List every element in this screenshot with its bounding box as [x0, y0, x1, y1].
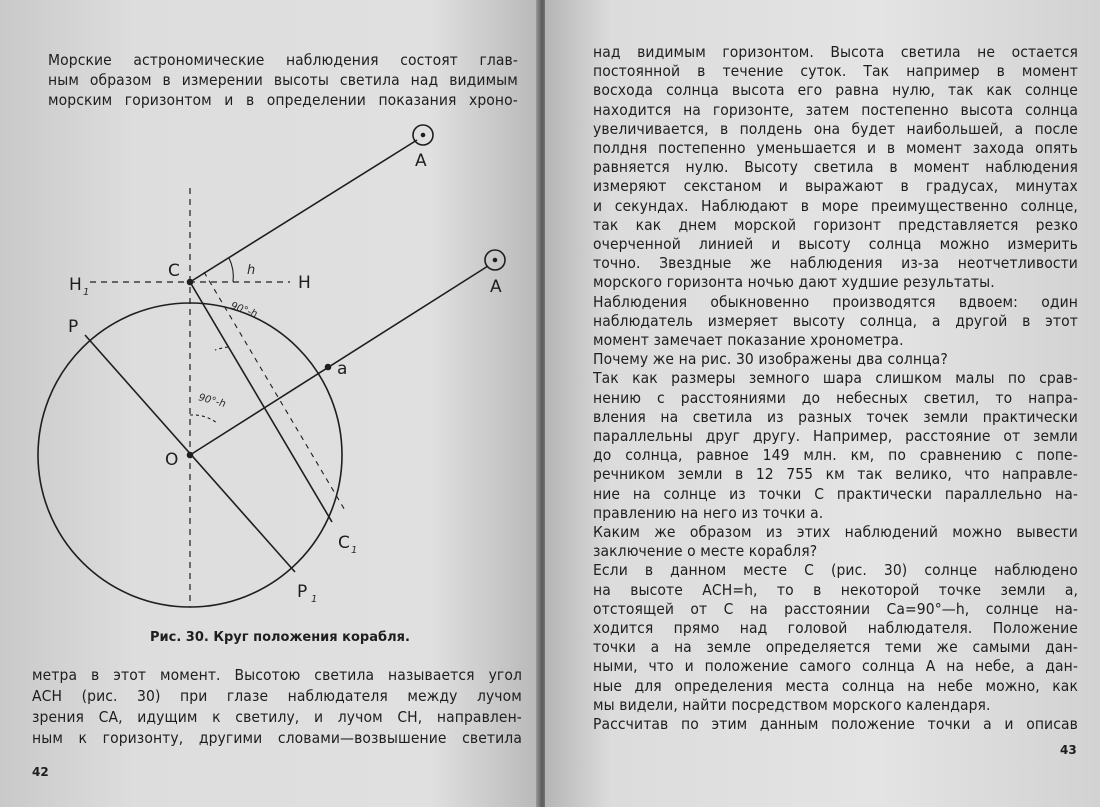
- text-line: ходится прямо над головой наблюдателя. Положение: [593, 619, 1078, 637]
- text-line: отстоящей от С на расстоянии Са=90°—h, солнце на-: [593, 599, 1078, 618]
- label-p1-sub: 1: [311, 594, 318, 605]
- text-line: морским горизонтом и в определении показания хроно-: [48, 91, 518, 109]
- right-page: [545, 0, 1100, 807]
- text-line: точно. Звездные же наблюдения из-за неотчетливости: [593, 254, 1078, 273]
- text-line: вления на светила из разных точек земли практически: [593, 407, 1078, 426]
- text-line: измеряют секстаном и выражают в градусах, минутах: [593, 177, 1078, 196]
- text-line: Так как размеры земного шара слишком малы по срав-: [593, 369, 1078, 388]
- label-p: P: [68, 317, 79, 337]
- text-line: Почему же на рис. 30 изображены два солнца?: [593, 350, 948, 369]
- text-line: восхода солнца высота его равна нулю, так как солнце: [593, 81, 1078, 100]
- text-line: мы видели, найти посредством морского календаря.: [593, 695, 991, 714]
- angle-90h-top-arc: [215, 347, 228, 350]
- text-line: речником земли в 12 755 км так велико, что направле-: [593, 465, 1078, 484]
- text-line: ние на солнце из точки С практически параллельно на-: [593, 484, 1078, 503]
- figure-caption: Рис. 30. Круг положения корабля.: [150, 630, 410, 645]
- label-o: O: [165, 450, 179, 470]
- text-line: постоянной в течение суток. Так например в момент: [593, 62, 1078, 81]
- label-angle-90h-top: 90°-h: [228, 300, 259, 321]
- text-line: метра в этот момент. Высотою светила называется угол: [32, 666, 522, 684]
- text-line: правлению на него из точки а.: [593, 503, 824, 522]
- text-line: зрения СА, идущим к светилу, и лучом CH, направлен-: [32, 708, 522, 726]
- text-line: параллельны друг другу. Например, расстояние от земли: [593, 427, 1078, 445]
- text-line: увеличивается, в полдень она будет наибольшей, а после: [593, 119, 1078, 138]
- ray-c-to-a: [190, 140, 417, 282]
- text-line: ным образом в измерении высоты светила над видимым: [48, 71, 518, 89]
- label-a-top: A: [415, 151, 427, 171]
- text-line: заключение о месте корабля?: [593, 542, 818, 561]
- text-line: очерченной линией и высоту солнца можно измерить: [593, 235, 1078, 253]
- label-a-right: A: [490, 277, 502, 297]
- text-line: момент замечает показание хронометра.: [593, 331, 904, 349]
- text-line: до солнца, равное 149 млн. км, по сравнению с попе-: [593, 446, 1078, 465]
- label-angle-90h-mid: 90°-h: [197, 392, 227, 411]
- line-c-c1-dashed: [204, 272, 346, 512]
- label-c: C: [168, 261, 180, 281]
- text-line: так как днем морской горизонт представляется резко: [593, 215, 1078, 234]
- left-page: [0, 0, 538, 807]
- angle-h-arc: [229, 258, 233, 282]
- text-line: на высоте АСН=h, то в некоторой точке земли а,: [593, 580, 1078, 599]
- page-number-right: 43: [1060, 743, 1077, 757]
- text-line: точки а на земле определяется теми же самыми дан-: [593, 638, 1078, 657]
- text-line: полдня постепенно уменьшается и в момент захода опять: [593, 139, 1078, 157]
- text-line: ным к горизонту, другими словами—возвышение светила: [32, 729, 522, 747]
- text-line: ными, что и положение самого солнца А на небе, а дан-: [593, 657, 1078, 676]
- text-line: Каким же образом из этих наблюдений можно вывести: [593, 523, 1078, 541]
- label-h1: H: [69, 275, 82, 295]
- text-line: над видимым горизонтом. Высота светила не остается: [593, 43, 1078, 61]
- text-line: АCH (рис. 30) при глазе наблюдателя между лучом: [32, 687, 522, 705]
- text-line: находится на горизонте, затем постепенно высота солнца: [593, 100, 1078, 119]
- angle-90h-mid-arc: [190, 415, 217, 423]
- label-p1: P: [297, 582, 308, 602]
- text-line: равняется нулю. Высоту светила в момент наблюдения: [593, 158, 1078, 177]
- label-angle-h: h: [247, 263, 256, 278]
- text-line: морского горизонта ночью дают худшие результаты.: [593, 273, 995, 292]
- label-h: H: [298, 273, 311, 293]
- label-c1-sub: 1: [351, 545, 358, 556]
- label-c1: C: [338, 533, 350, 553]
- figure-30-diagram: [25, 110, 538, 630]
- label-a-small: a: [337, 359, 348, 379]
- page-number-left: 42: [32, 765, 49, 779]
- text-line: Если в данном месте С (рис. 30) солнце наблюдено: [593, 561, 1078, 580]
- text-line: Рассчитав по этим данным положение точки а и описав: [593, 715, 1078, 733]
- text-line: Наблюдения обыкновенно производятся вдвоем: один: [593, 292, 1078, 311]
- text-line: ные для определения места солнца на небе можно, как: [593, 676, 1078, 695]
- text-line: наблюдатель измеряет высоту солнца, а другой в этот: [593, 311, 1078, 330]
- label-h1-sub: 1: [83, 287, 90, 298]
- text-line: и секундах. Наблюдают в море преимущественно солнце,: [593, 196, 1078, 215]
- text-line: нению с расстояниями до небесных светил, то напра-: [593, 388, 1078, 407]
- text-line: Морские астрономические наблюдения состоят глав-: [48, 51, 518, 69]
